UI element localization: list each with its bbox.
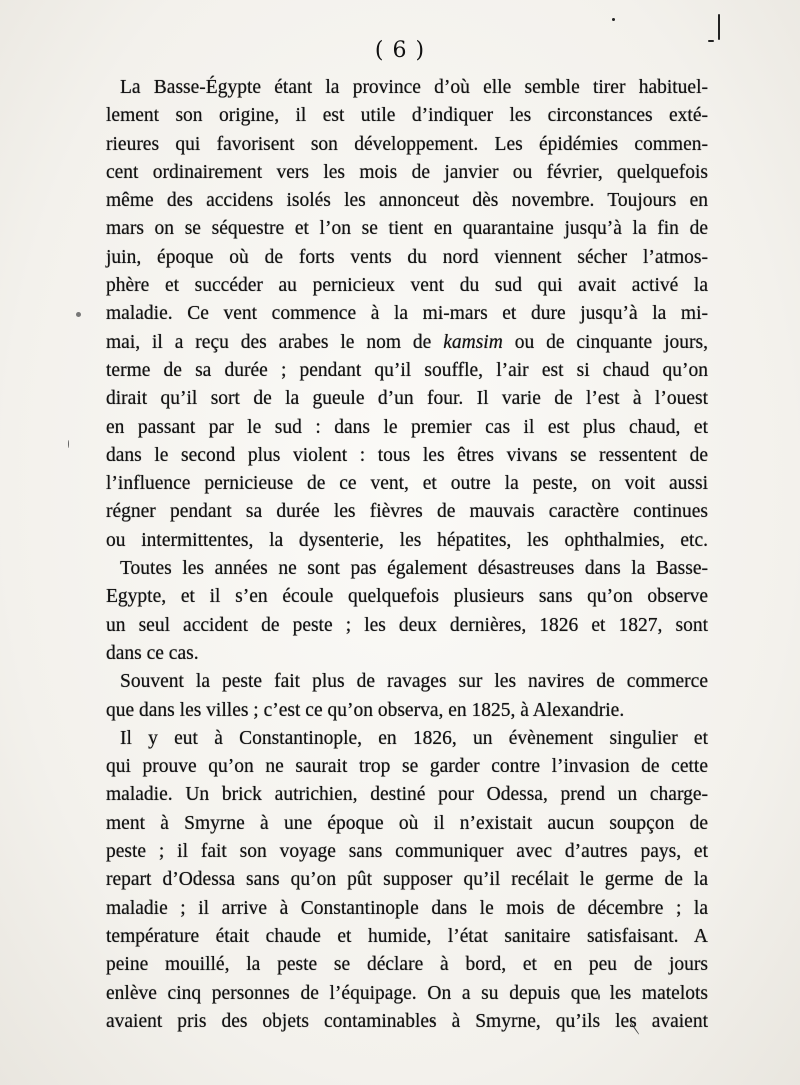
page-number: ( 6 ) bbox=[374, 38, 426, 63]
scan-speck bbox=[612, 18, 615, 21]
paragraph bbox=[106, 74, 708, 555]
paragraph bbox=[106, 725, 708, 1036]
text-line: enlève cinq personnes de l’équipage. On a su depuis que les matelots bbox=[106, 982, 708, 1004]
text-line: maladie. Un brick autrichien, destiné pour Odessa, prend un charge- bbox=[106, 784, 708, 806]
text-line: lement son origine, il est utile d’indiquer les circonstances exté- bbox=[106, 105, 708, 127]
italic-term: kamsim bbox=[443, 331, 503, 353]
text-line: ou intermittentes, la dysenterie, les hépatites, les ophthalmies, etc. bbox=[106, 529, 708, 551]
text-line: température était chaude et humide, l’état sanitaire satisfaisant. A bbox=[106, 925, 708, 947]
paragraph bbox=[106, 668, 708, 725]
text-line: repart d’Odessa sans qu’on pût supposer qu’il recélait le germe de la bbox=[106, 869, 708, 891]
text-line: maladie. Ce vent commence à la mi-mars et dure jusqu’à la mi- bbox=[106, 303, 708, 325]
text-line: Souvent la peste fait plus de ravages sur les navires de commerce bbox=[120, 671, 708, 693]
text-line: Toutes les années ne sont pas également désastreuses dans la Basse- bbox=[120, 558, 708, 580]
text-line: peste ; il fait son voyage sans communiquer avec d’autres pays, et bbox=[106, 841, 708, 863]
scan-mark bbox=[718, 14, 720, 40]
text-line: dirait qu’il sort de la gueule d’un four. Il varie de l’est à l’ouest bbox=[106, 388, 708, 410]
text-line: Egypte, et il s’en écoule quelquefois plusieurs sans qu’on observe bbox=[106, 586, 708, 608]
text-line: phère et succéder au pernicieux vent du sud qui avait activé la bbox=[106, 275, 708, 297]
text-line: que dans les villes ; c’est ce qu’on observa, en 1825, à Alexandrie. bbox=[106, 699, 625, 721]
text-line-with-italic bbox=[106, 329, 708, 357]
text-line: avaient pris des objets contaminables à Smyrne, qu’ils les avaient bbox=[106, 1010, 708, 1032]
text-line: rieures qui favorisent son développement. Les épidémies commen- bbox=[106, 133, 708, 155]
text-line: maladie ; il arrive à Constantinople dans le mois de décembre ; la bbox=[106, 897, 708, 919]
text-line: terme de sa durée ; pendant qu’il souffle, l’air est si chaud qu’on bbox=[106, 359, 708, 381]
text-line: qui prouve qu’on ne saurait trop se garder contre l’invasion de cette bbox=[106, 756, 708, 778]
text-line: peine mouillé, la peste se déclare à bord, et en peu de jours bbox=[106, 954, 708, 976]
text-line: en passant par le sud : dans le premier cas il est plus chaud, et bbox=[106, 416, 708, 438]
text-line: même des accidens isolés les annonceut dès novembre. Toujours en bbox=[106, 190, 708, 212]
text-line: ment à Smyrne à une époque où il n’existait aucun soupçon de bbox=[106, 812, 708, 834]
text-line: un seul accident de peste ; les deux dernières, 1826 et 1827, sont bbox=[106, 614, 708, 636]
text-fragment: mai, il a reçu des arabes le nom de bbox=[106, 331, 444, 353]
text-line: juin, époque où de forts vents du nord viennent sécher l’atmos- bbox=[106, 246, 708, 268]
text-line: mars on se séquestre et l’on se tient en quarantaine jusqu’à la fin de bbox=[106, 218, 708, 240]
text-line: dans le second plus violent : tous les êtres vivans se ressentent de bbox=[106, 444, 708, 466]
scan-speck bbox=[68, 440, 69, 448]
scan-speck bbox=[76, 312, 81, 317]
text-fragment: ou de cinquante jours, bbox=[502, 331, 708, 353]
body-text bbox=[106, 74, 708, 1036]
text-line: l’influence pernicieuse de ce vent, et outre la peste, on voit aussi bbox=[106, 473, 708, 495]
text-line: dans ce cas. bbox=[106, 642, 199, 664]
text-line: régner pendant sa durée les fièvres de mauvais caractère continues bbox=[106, 501, 708, 523]
text-line: La Basse-Égypte étant la province d’où elle semble tirer habituel- bbox=[120, 77, 708, 98]
text-line: Il y eut à Constantinople, en 1826, un évènement singulier et bbox=[120, 727, 708, 749]
paragraph bbox=[106, 555, 708, 668]
text-line: cent ordinairement vers les mois de janvier ou février, quelquefois bbox=[106, 161, 708, 183]
